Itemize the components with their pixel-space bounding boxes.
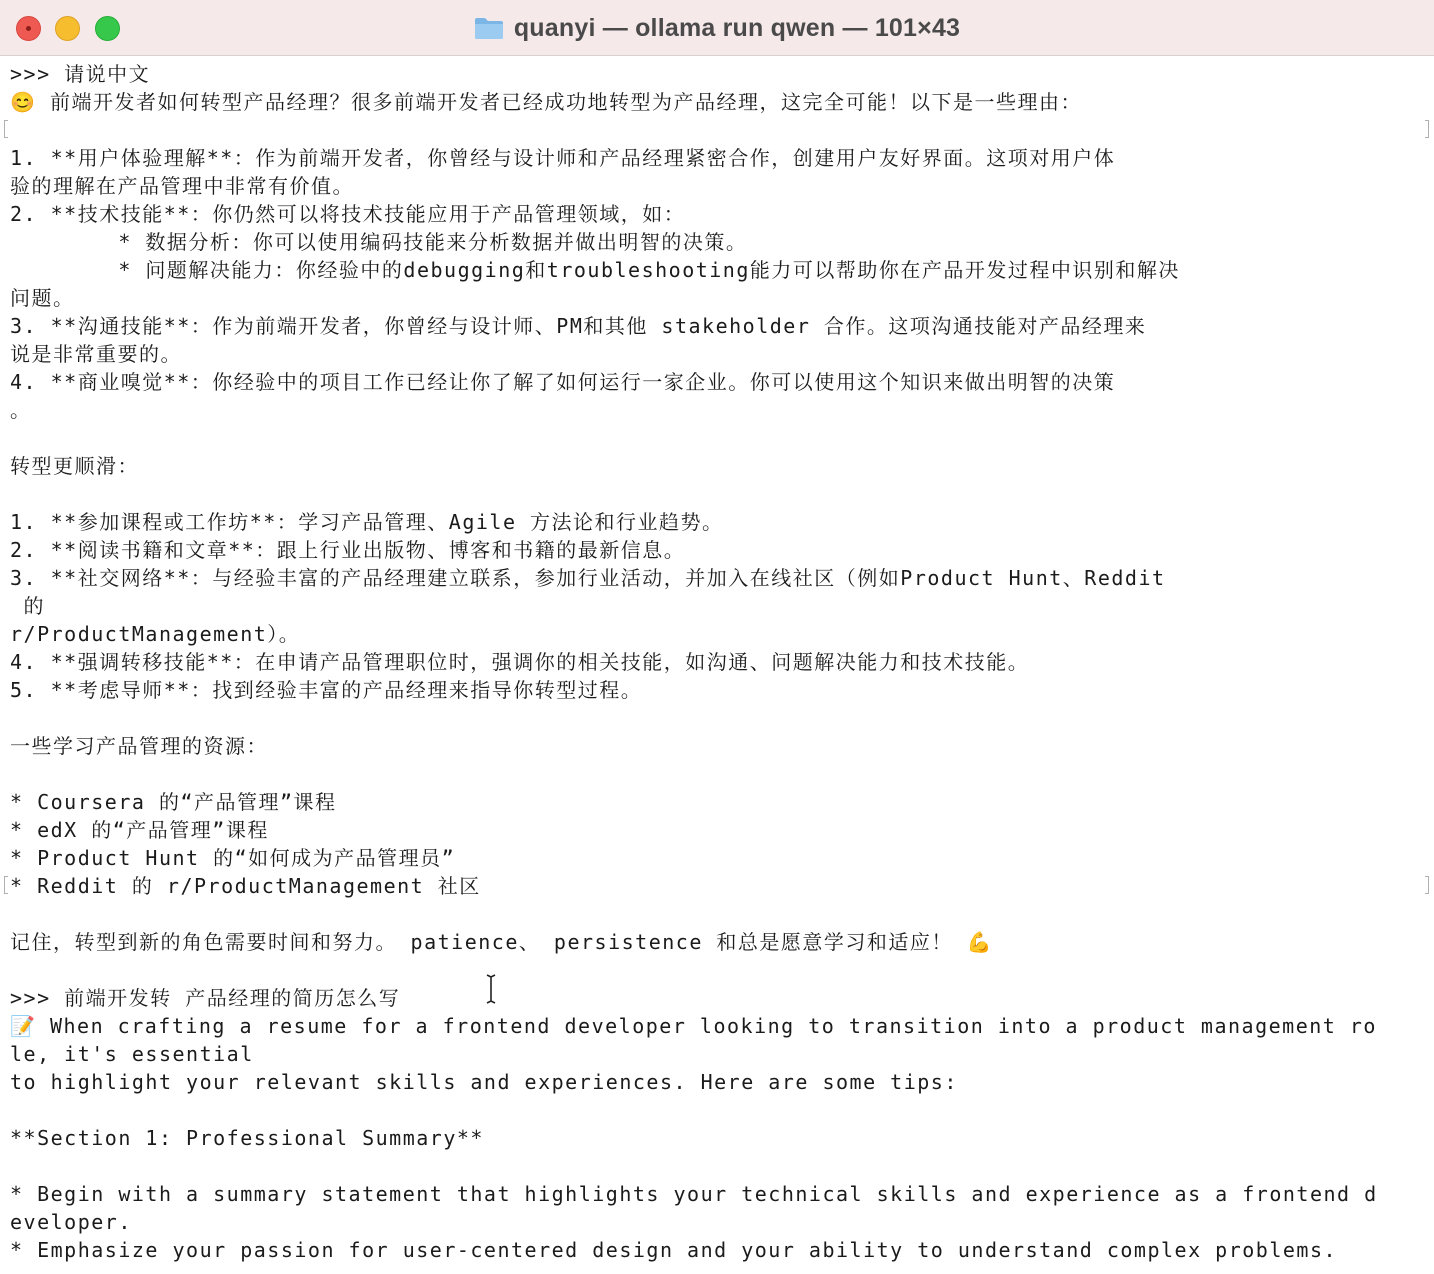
terminal-line: 转型更顺滑： — [10, 454, 139, 478]
terminal-line: **Section 1: Professional Summary** — [10, 1126, 484, 1150]
terminal-line: 1. **参加课程或工作坊**：学习产品管理、Agile 方法论和行业趋势。 — [10, 510, 724, 534]
title-bar[interactable] — [0, 0, 1434, 56]
terminal-line: 4. **商业嗅觉**：你经验中的项目工作已经让你了解了如何运行一家企业。你可以使用这个知识来做出明智的决策 — [10, 370, 1116, 394]
terminal-line: 记住，转型到新的角色需要时间和努力。 patience、 persistence 和总是愿意学习和适应！ 💪 — [10, 930, 993, 954]
terminal-line: le, it's essential — [10, 1042, 254, 1066]
terminal-line: >>> 前端开发转 产品经理的简历怎么写 — [10, 986, 401, 1010]
terminal-line: 😊 前端开发者如何转型产品经理？很多前端开发者已经成功地转型为产品经理，这完全可能！以下是一些理由： — [10, 90, 1082, 114]
terminal-line: 1. **用户体验理解**：作为前端开发者，你曾经与设计师和产品经理紧密合作，创建用户友好界面。这项对用户体 — [10, 146, 1116, 170]
terminal-line: * Emphasize your passion for user-centered design and your ability to understand complex problems. — [10, 1238, 1338, 1262]
mark-right-top — [1425, 120, 1429, 138]
mark-left-bottom — [4, 876, 8, 894]
terminal-line: to highlight your relevant skills and experiences. Here are some tips: — [10, 1070, 958, 1094]
terminal-line: * 数据分析：你可以使用编码技能来分析数据并做出明智的决策。 — [10, 230, 748, 254]
terminal-line: * Product Hunt 的“如何成为产品管理员” — [10, 846, 456, 870]
terminal-line: * Coursera 的“产品管理”课程 — [10, 790, 337, 814]
terminal-line: * Begin with a summary statement that highlights your technical skills and experience as a frontend d — [10, 1182, 1378, 1206]
terminal-line: * edX 的“产品管理”课程 — [10, 818, 269, 842]
terminal-line: 4. **强调转移技能**：在申请产品管理职位时，强调你的相关技能，如沟通、问题解决能力和技术技能。 — [10, 650, 1030, 674]
title-container — [0, 0, 1434, 56]
terminal-line: 📝 When crafting a resume for a frontend developer looking to transition into a product management ro — [10, 1014, 1377, 1038]
terminal-line: 问题。 — [10, 286, 75, 310]
terminal-line: 验的理解在产品管理中非常有价值。 — [10, 174, 354, 198]
text-cursor-icon — [485, 974, 499, 1004]
terminal-line: 的 — [10, 594, 46, 618]
terminal-line: 2. **技术技能**：你仍然可以将技术技能应用于产品管理领域，如： — [10, 202, 686, 226]
terminal-line: 说是非常重要的。 — [10, 342, 182, 366]
terminal-line: >>> 请说中文 — [10, 62, 151, 86]
terminal-line: 5. **考虑导师**：找到经验丰富的产品经理来指导你转型过程。 — [10, 678, 643, 702]
window-title: quanyi — ollama run qwen — 101×43 — [513, 13, 961, 42]
terminal-line: eveloper. — [10, 1210, 132, 1234]
mark-left-top — [4, 120, 8, 138]
folder-icon — [474, 16, 504, 40]
terminal-line: * Reddit 的 r/ProductManagement 社区 — [10, 874, 481, 898]
terminal-line: 。 — [10, 398, 32, 422]
terminal-line: r/ProductManagement）。 — [10, 622, 301, 646]
terminal-line: 2. **阅读书籍和文章**：跟上行业出版物、博客和书籍的最新信息。 — [10, 538, 686, 562]
terminal-line: 3. **社交网络**：与经验丰富的产品经理建立联系，参加行业活动，并加入在线社区（例如Product Hunt、Reddit — [10, 566, 1166, 590]
terminal-line: 一些学习产品管理的资源： — [10, 734, 268, 758]
mark-right-bottom — [1425, 876, 1429, 894]
terminal-line: 3. **沟通技能**：作为前端开发者，你曾经与设计师、PM和其他 stakeholder 合作。这项沟通技能对产品经理来 — [10, 314, 1147, 338]
terminal-line: * 问题解决能力：你经验中的debugging和troubleshooting能力可以帮助你在产品开发过程中识别和解决 — [10, 258, 1180, 282]
terminal-output[interactable] — [0, 60, 1434, 1274]
